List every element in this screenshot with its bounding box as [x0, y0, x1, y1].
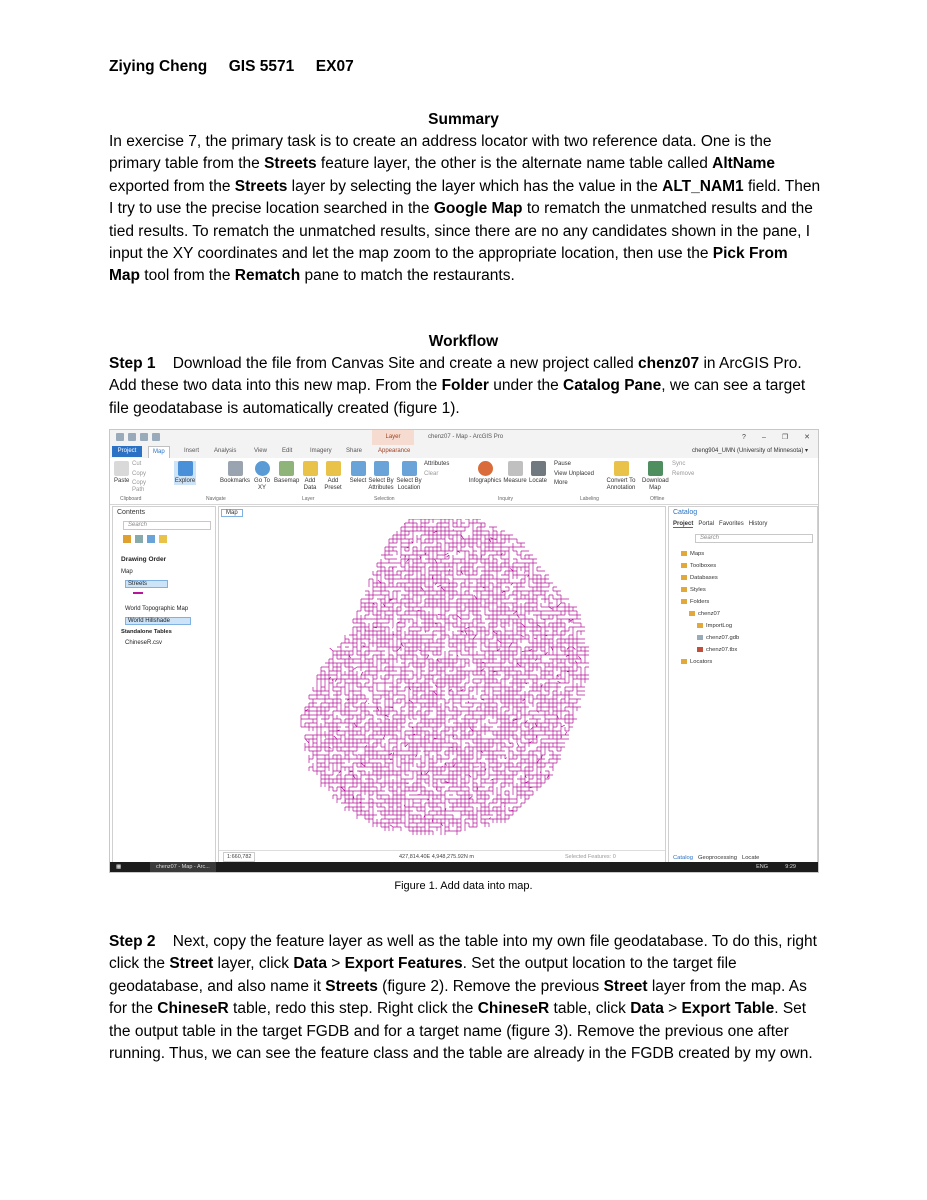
window-titlebar — [110, 430, 818, 445]
convert-to-annotation-button[interactable]: Convert To Annotation — [604, 461, 638, 491]
tab-share[interactable]: Share — [346, 448, 363, 454]
tab-project[interactable]: Project — [112, 446, 142, 457]
paste-button[interactable]: Paste — [114, 461, 128, 485]
catalog-importlog[interactable]: ImportLog — [697, 623, 732, 629]
figure1-caption: Figure 1. Add data into map. — [394, 880, 533, 892]
catalog-search-input[interactable]: Search — [695, 534, 813, 543]
toc-chineser-table[interactable]: ChineseR.csv — [125, 640, 163, 646]
group-clipboard: Clipboard — [120, 496, 142, 502]
tab-edit[interactable]: Edit — [282, 448, 293, 454]
summary-paragraph: In exercise 7, the primary task is to create an address locator with two reference data. One is the primary table from the Streets feature layer, the other is the alternate name table called AltName exported from the Streets layer by selecting the layer which has the value in the ALT_NAM1 field. Then I try to use the precise location searched in the Google Map to rematch the unmatched results and the tied results. To rematch the unmatched results, since there are no any candidates shown in the pane, I input the XY coordinates and let the map zoom to the appropriate location, then use the Pick From Map tool from the Rematch pane to match the restaurants. — [109, 133, 821, 285]
list-by-drawing-order-icon[interactable] — [123, 535, 131, 543]
bottom-tab-locate[interactable]: Locate — [741, 855, 760, 861]
tab-imagery[interactable]: Imagery — [310, 448, 332, 454]
undo-icon[interactable] — [140, 433, 148, 441]
tab-analysis[interactable]: Analysis — [214, 448, 237, 454]
catalog-folder-chenz07[interactable]: chenz07 — [689, 611, 720, 617]
toc-topographic-layer[interactable]: World Topographic Map — [125, 606, 189, 612]
tab-insert[interactable]: Insert — [184, 448, 200, 454]
window-controls — [742, 430, 810, 445]
document-header — [109, 58, 354, 76]
group-selection: Selection — [374, 496, 395, 502]
select-button[interactable]: Select — [348, 461, 368, 485]
street-lines — [301, 519, 589, 835]
contents-search-input[interactable]: Search — [123, 521, 211, 530]
infographics-button[interactable]: Infographics — [468, 461, 502, 485]
labeling-group — [554, 461, 598, 487]
catalog-gdb[interactable]: chenz07.gdb — [697, 635, 739, 641]
download-map-button[interactable]: Download Map — [642, 461, 668, 491]
copy-button[interactable]: Copy — [132, 470, 147, 477]
help-icon[interactable]: ? — [742, 434, 746, 441]
streets-symbol — [133, 592, 143, 594]
save-icon[interactable] — [128, 433, 136, 441]
group-inquiry: Inquiry — [498, 496, 514, 502]
scale-selector[interactable]: 1:660,782 — [223, 852, 255, 862]
catalog-locators[interactable]: Locators — [681, 659, 712, 665]
catalog-folders[interactable]: Folders — [681, 599, 709, 605]
taskbar-language[interactable]: ENG — [756, 864, 768, 870]
group-navigate: Navigate — [206, 496, 226, 502]
more-button[interactable]: More — [554, 480, 568, 486]
contents-toolbar — [123, 535, 167, 543]
list-by-selection-icon[interactable] — [147, 535, 155, 543]
exercise-code: EX07 — [315, 58, 354, 75]
sync-button[interactable]: Sync — [672, 461, 686, 467]
go-to-xy-button[interactable]: Go To XY — [252, 461, 272, 491]
attributes-clear-group — [424, 461, 456, 477]
standalone-tables-label: Standalone Tables — [121, 629, 172, 635]
tab-view[interactable]: View — [254, 448, 267, 454]
catalog-tbx[interactable]: chenz07.tbx — [697, 647, 737, 653]
catalog-tab-project[interactable]: Project — [673, 521, 694, 527]
street-segments — [301, 519, 589, 835]
catalog-tab-history[interactable]: History — [748, 521, 768, 527]
bottom-tab-catalog[interactable]: Catalog — [673, 855, 693, 861]
catalog-styles[interactable]: Styles — [681, 587, 706, 593]
map-view-tab[interactable]: Map — [221, 509, 243, 517]
tab-appearance[interactable]: Appearance — [378, 448, 411, 454]
windows-start-icon[interactable]: ▦ — [116, 864, 122, 870]
measure-button[interactable]: Measure — [503, 461, 527, 485]
selected-features-count: Selected Features: 0 — [565, 854, 616, 860]
toc-map[interactable]: Map — [121, 569, 133, 575]
catalog-tab-portal[interactable]: Portal — [698, 521, 715, 527]
maximize-icon[interactable]: ❐ — [781, 434, 789, 441]
catalog-maps[interactable]: Maps — [681, 551, 704, 557]
workflow-heading: Workflow — [428, 333, 499, 350]
catalog-pane — [668, 506, 818, 864]
window-title: chenz07 - Map - ArcGIS Pro — [428, 434, 504, 440]
step2-paragraph: Step 2 Next, copy the feature layer as well as the table into my own file geodatabase. To do this, right click the Street layer, click Data > Export Features. Set the output location to the target file geodatabase, and also name it Streets (figure 2). Remove the previous Street layer from the map. As for the ChineseR table, redo this step. Right click the ChineseR table, click Data > Export Table. Set the output table in the target FGDB and for a target name (figure 3). Remove the previous one after running. Thus, we can see the feature class and the table are already in the FGDB created by my own. — [109, 933, 817, 1063]
select-by-location-button[interactable]: Select By Location — [396, 461, 422, 491]
pause-button[interactable]: Pause — [554, 461, 572, 467]
contents-pane — [112, 506, 216, 864]
view-unplaced-button[interactable]: View Unplaced — [554, 470, 594, 477]
catalog-tabs — [673, 521, 767, 528]
copy-path-button[interactable]: Copy Path — [132, 480, 147, 493]
ribbon — [110, 458, 818, 505]
catalog-databases[interactable]: Databases — [681, 575, 718, 581]
toc-hillshade-layer[interactable]: World Hillshade — [125, 617, 191, 625]
locate-button[interactable]: Locate — [528, 461, 548, 485]
quick-access-toolbar — [116, 433, 160, 441]
taskbar-clock: 9:29 — [785, 864, 796, 870]
course-code: GIS 5571 — [228, 58, 295, 75]
toc-streets-layer[interactable]: Streets — [125, 580, 168, 588]
close-icon[interactable]: ✕ — [804, 434, 810, 441]
add-data-button[interactable]: Add Data — [300, 461, 320, 491]
context-tab-layer[interactable]: Layer — [372, 430, 414, 445]
bottom-tab-geoprocessing[interactable]: Geoprocessing — [697, 855, 737, 861]
windows-taskbar — [110, 862, 818, 872]
tab-map[interactable]: Map — [148, 446, 170, 458]
list-by-source-icon[interactable] — [135, 535, 143, 543]
bookmarks-button[interactable]: Bookmarks — [218, 461, 252, 485]
taskbar-arcgis-app[interactable]: chenz07 - Map - Arc... — [150, 862, 216, 872]
open-icon[interactable] — [116, 433, 124, 441]
catalog-toolboxes[interactable]: Toolboxes — [681, 563, 716, 569]
catalog-title: Catalog — [673, 509, 698, 516]
step1-paragraph: Step 1 Download the file from Canvas Site and create a new project called chenz07 in ArcGIS Pro. Add these two data into this new map. From the Folder under the Catalog Pane, we can see a target file geodatabase is automatically created (figure 1). — [109, 355, 806, 417]
arcgis-screenshot — [109, 429, 819, 873]
cut-button[interactable]: Cut — [132, 461, 142, 467]
map-view[interactable] — [218, 506, 666, 864]
streets-network — [219, 519, 665, 849]
contents-title: Contents — [117, 509, 146, 516]
group-offline: Offline — [650, 496, 665, 502]
ribbon-group-labels — [110, 496, 818, 504]
group-labeling: Labeling — [580, 496, 599, 502]
basemap-button[interactable]: Basemap — [274, 461, 298, 485]
author-name: Ziying Cheng — [109, 58, 208, 75]
user-account[interactable]: cheng904_UMN (University of Minnesota) ▾ — [691, 448, 808, 454]
clear-button[interactable]: Clear — [424, 470, 439, 477]
minimize-icon[interactable]: – — [761, 434, 766, 441]
remove-button[interactable]: Remove — [672, 470, 695, 477]
group-layer: Layer — [302, 496, 315, 502]
attributes-button[interactable]: Attributes — [424, 461, 450, 467]
summary-heading: Summary — [428, 111, 499, 128]
list-by-editing-icon[interactable] — [159, 535, 167, 543]
drawing-order-label: Drawing Order — [121, 556, 167, 563]
ribbon-tabs — [110, 445, 818, 458]
add-preset-button[interactable]: Add Preset — [322, 461, 344, 491]
catalog-tab-favorites[interactable]: Favorites — [719, 521, 744, 527]
select-by-attributes-button[interactable]: Select By Attributes — [368, 461, 394, 491]
explore-button[interactable]: Explore — [174, 461, 196, 485]
redo-icon[interactable] — [152, 433, 160, 441]
catalog-bottom-tabs — [673, 855, 759, 861]
clipboard-mini-buttons — [132, 461, 158, 493]
coordinates-readout: 427,814.40E 4,948,275.92N m — [399, 854, 474, 860]
offline-mini-buttons — [672, 461, 696, 477]
